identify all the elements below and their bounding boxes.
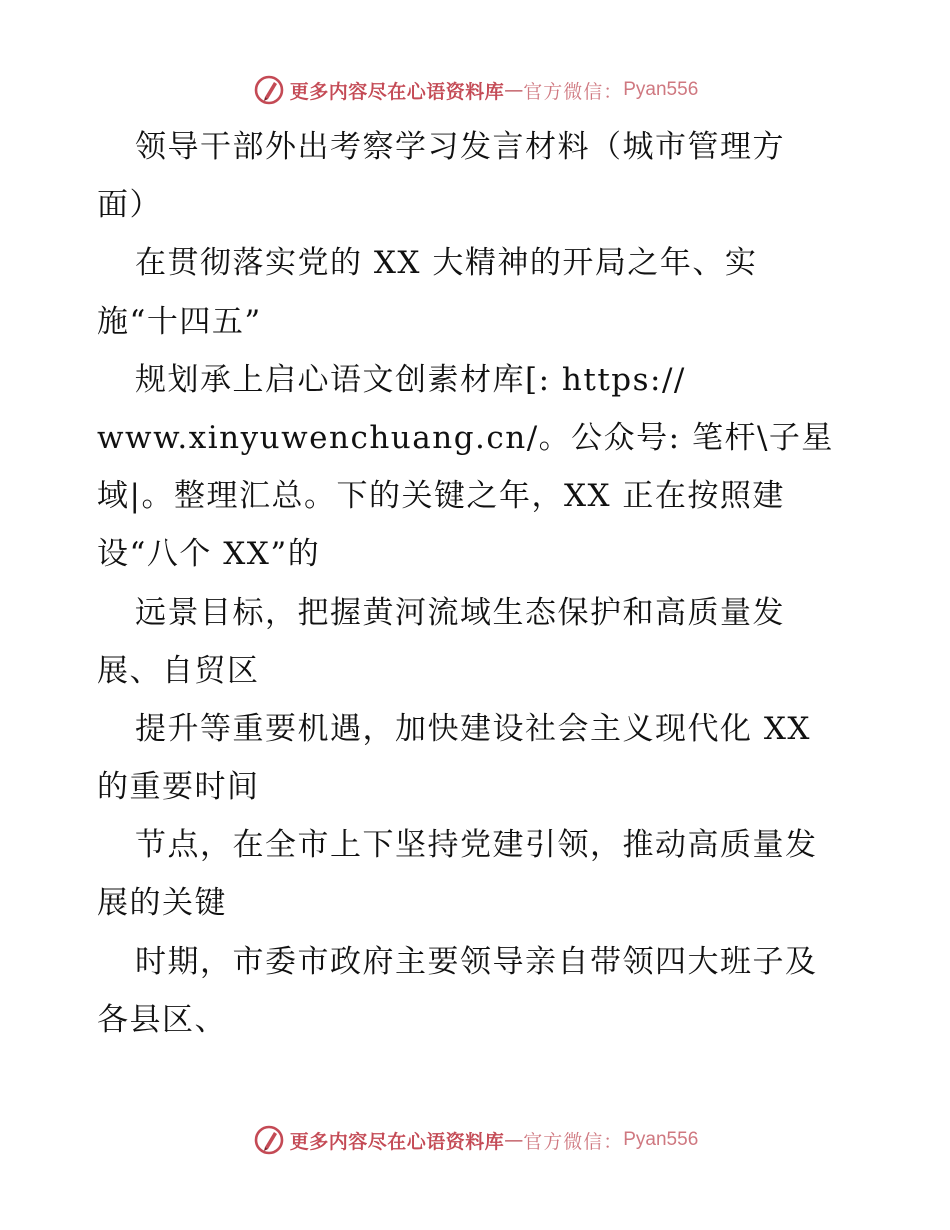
text-line: 在贯彻落实党的 XX 大精神的开局之年、实 bbox=[135, 245, 758, 282]
text-line: 领导干部外出考察学习发言材料（城市管理方 bbox=[135, 129, 785, 165]
text-line: 规划承上启心语文创素材库[: https:// bbox=[135, 361, 686, 398]
text-line: 展、自贸区 bbox=[97, 652, 260, 689]
banner-separator: — bbox=[504, 1129, 524, 1151]
text-line: 时期，市委市政府主要领导亲自带领四大班子及 bbox=[135, 943, 818, 980]
banner-wechat-label: 官方微信： bbox=[523, 1130, 624, 1153]
text-line: 设“八个 XX”的 bbox=[97, 536, 321, 573]
text-line: 施“十四五” bbox=[97, 303, 262, 340]
text-line: 展的关键 bbox=[97, 885, 227, 922]
text-line: 的重要时间 bbox=[97, 769, 260, 806]
pen-logo-icon bbox=[252, 73, 286, 107]
banner-separator: — bbox=[504, 79, 524, 101]
text-line: www.xinyuwenchuang.cn/。公众号: 笔杆\子星 bbox=[97, 419, 834, 456]
text-line: 节点，在全市上下坚持党建引领，推动高质量发 bbox=[135, 827, 818, 864]
text-line: 各县区、 bbox=[97, 1001, 227, 1038]
pen-logo-icon bbox=[252, 1123, 286, 1157]
text-line: 远景目标，把握黄河流域生态保护和高质量发 bbox=[135, 594, 785, 631]
text-line: 提升等重要机遇，加快建设社会主义现代化 XX bbox=[135, 710, 811, 747]
banner-wechat-id: Pyan556 bbox=[623, 79, 699, 100]
banner-title: 更多内容尽在心语资料库 bbox=[289, 80, 505, 103]
banner-wechat-label: 官方微信： bbox=[523, 80, 624, 103]
header-banner bbox=[0, 70, 950, 110]
text-line: 域|。整理汇总。下的关键之年，XX 正在按照建 bbox=[97, 478, 785, 515]
text-line: 面） bbox=[97, 187, 162, 224]
banner-wechat-id: Pyan556 bbox=[623, 1129, 699, 1150]
banner-title: 更多内容尽在心语资料库 bbox=[289, 1130, 505, 1153]
document-body bbox=[97, 118, 897, 1049]
footer-banner bbox=[0, 1120, 950, 1160]
